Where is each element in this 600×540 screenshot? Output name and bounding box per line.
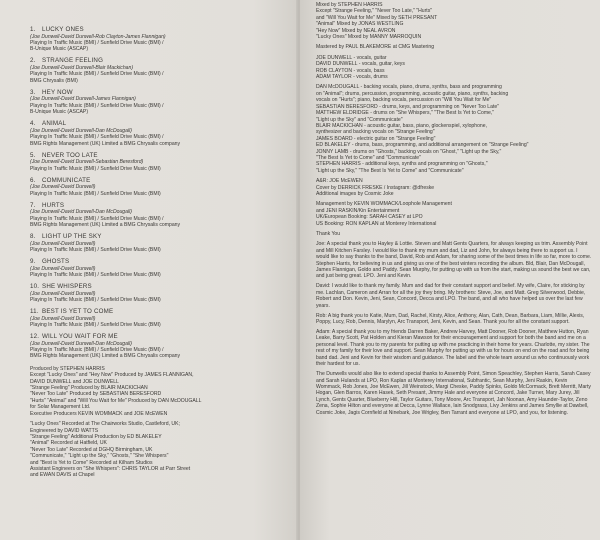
recording-credits [30,421,288,479]
track-writers: (Joe Dunwell-David Dunwell-Dan McDougall) [30,209,132,216]
right-page [300,0,600,540]
track-title [30,120,288,128]
track-entry [30,152,288,172]
track-writers: (Joe Dunwell-David Dunwell) [30,315,96,322]
credit-line: DAVID DUNWELL - vocals, guitar, keys [316,61,405,68]
track-number: 10. [30,283,40,291]
credit-line: A&R: JOE McEWEN [316,178,363,185]
track-title [30,233,288,241]
track-publishing: B-Unique Music (ASCAP) [30,109,89,116]
track-title [30,258,288,266]
track-title [30,202,288,210]
track-entry [30,258,288,278]
track-publishing: Playing In Traffic Music (BMI) / Sunfield Drive Music (BMI) [30,190,161,197]
track-entry [30,233,288,253]
track-entry [30,333,288,360]
credit-line: "Strange Feeling" Produced by BLAIR MACKICHAN [30,385,148,392]
track-publishing: BMG Rights Management (UK) Limited a BMG Chrysalis company [30,222,181,229]
track-publishing: Playing In Traffic Music (BMI) / Sunfield Drive Music (BMI) / [30,134,164,141]
track-publishing: Playing In Traffic Music (BMI) / Sunfield Drive Music (BMI) / [30,102,164,109]
credits-column [316,2,592,420]
mastering-credit: Mastered by PAUL BLAKEMORE at CMG Mastering [316,44,435,51]
track-publishing: Playing In Traffic Music (BMI) / Sunfield Drive Music (BMI) [30,272,161,279]
credit-line: Except "Strange Feeling," "Never Too Late," "Hurts" [316,8,433,15]
credit-line: Mixed by STEPHEN HARRIS [316,2,383,8]
credit-line: ADAM TAYLOR - vocals, drums [316,74,388,81]
credit-line: and "Will You Wait for Me" Mixed by SETH PRESANT [316,14,438,21]
track-writers: (Joe Dunwell-David Dunwell) [30,290,96,297]
credit-line: "Communicate," "Light up the Sky," "Ghosts," "She Whispers" [30,453,169,460]
track-name: ANIMAL [42,120,67,128]
track-publishing: Playing In Traffic Music (BMI) / Sunfield Drive Music (BMI) [30,297,161,304]
credit-line: "Hey Now" Mixed by NEAL AVRON [316,27,396,34]
track-number: 2. [30,57,36,65]
credit-line: DAN McDOUGALL - backing vocals, piano, drums, synths, bass and programming [316,84,502,91]
track-number: 5. [30,151,36,159]
credit-line: Management by KEVIN WOMMACK/Loophole Management [316,201,452,208]
credit-line: "Animal" Mixed by JONAS WESTLING [316,21,404,28]
credit-line: "Hurts" "Animal" and "Will You Wait for Me" Produced by DAN McDOUGALL [30,397,202,404]
track-number: 11. [30,308,39,316]
track-writers: (Joe Dunwell-David Dunwell-Dan McDougall) [30,340,132,347]
credit-line: "Lucky Ones" Recorded at The Chairworks Studio, Castleford, UK; [30,421,180,428]
credit-line: SEBASTIAN BERESFORD - drums, keys, and programming on "Never Too Late" [316,103,500,110]
track-name: SHE WHISPERS [42,283,92,291]
thanks-paragraph: The Dunwells would also like to extend special thanks to Assembly Point, Simon Speachley, Stephen Harris, Sarah Casey and Sarah Hulands at LPO, Ron Kaplan at Monterey International, Subfrantic, Sean Murphy, Jeni Raskin, Kevin Wommack, Rob Jones, Joe McEwen, Jill Weinstock, Margi Cheske, Paddy Spinks, Goldo McCormack, Brett Merritt, Marty Hogan, Glen Barros, Karen Hasek, Seth Presant, Jimmy Hale and everyone at Concord, Jake Turner, Mary Jurey, Jill Lynch, Gents Quarter, Blueberry Hill, Taylor Guitars, Tony Moore, Arc Transport, Jah Noonan, Amy Haunder-Taylor, Zeno Zena, Sophie Hilton and everyone at Decca, Lynne Wallace, Iain Snodgrass, Livy Jenkins and James Smyllie at Dawbell, Cosmic Joke, Jagis Cornfield at Ninebark, Joe Wrigley, Ben Tarrant and everyone at LPO, and you, for listening. [316,371,591,416]
track-title [30,26,288,34]
track-number: 12. [30,333,40,341]
track-number: 1. [30,26,36,33]
credit-line: for Solar Management Ltd. [30,404,91,411]
credit-line: synthesizer and backing vocals on "Strange Feeling" [316,129,435,136]
track-entry [30,26,288,53]
track-title [30,177,288,185]
mixing-credits [316,2,592,40]
track-number: 3. [30,88,36,96]
track-writers: (Joe Dunwell-David Dunwell) [30,265,96,272]
track-publishing: Playing In Traffic Music (BMI) / Sunfield Drive Music (BMI) / [30,71,164,78]
track-number: 9. [30,258,36,266]
credit-line: US Booking: RON KAPLAN at Monterey International [316,220,437,227]
track-publishing: Playing In Traffic Music (BMI) / Sunfield Drive Music (BMI) [30,247,161,254]
credit-line: BLAIR MACKICHAN - acoustic guitar, bass, piano, glockenspiel, xylophone, [316,122,488,129]
track-publishing: Playing In Traffic Music (BMI) / Sunfield Drive Music (BMI) / [30,347,164,354]
track-entry [30,89,288,116]
left-page [0,0,298,540]
credit-line: DAVID DUNWELL and JOE DUNWELL [30,378,119,385]
track-title [30,152,288,160]
credit-line: Engineered by DAVID WATTS [30,427,99,434]
additional-musicians [316,84,592,174]
track-publishing: Playing In Traffic Music (BMI) / Sunfield Drive Music (BMI) [30,165,161,172]
track-name: HURTS [42,201,65,209]
credit-line: Executive Producers KEVIN WOMMACK and JOE McEWEN [30,410,168,417]
track-name: GHOSTS [42,258,70,266]
track-number: 8. [30,233,36,241]
thanks-paragraph: David: I would like to thank my family. Mum and dad for their constant support and belief. My wife, Claire, for sticking by me. Lachlan, Cameron and Arran for all the joy they bring. My brothers: Steve, Joe, and Matt. Greg Silverwood, Debbie, Robert and Don. Kevin, Jeni, Sean, Concord, Decca and LPO. The band, and all who have helped us over the last few years. [316,283,586,309]
credit-line: Produced by STEPHEN HARRIS [30,365,105,372]
credit-line: Additional images by Cosmic Joke [316,190,394,197]
track-name: BEST IS YET TO COME [42,308,114,316]
track-publishing: Playing In Traffic Music (BMI) / Sunfield Drive Music (BMI) [30,322,161,329]
band-members [316,55,592,81]
track-name: COMMUNICATE [42,176,91,184]
track-writers: (Joe Dunwell-David Dunwell-James Flannigan) [30,96,136,103]
credit-line: ED BLAKELEY - drums, bass, programming, and additional arrangement on "Strange Feeling" [316,142,529,149]
credit-line: "Light up the Sky" and "Communicate" [316,116,403,123]
track-name: WILL YOU WAIT FOR ME [42,333,118,341]
thanks-paragraph: Adam: A special thank you to my friends Darren Baker, Andrew Harvey, Matt Dooner, Rob Dooner, Matthew Hutton, Ryan Leake, Barry Scott, Pat Holden and Kieran Mawson for their encouragement and support for both the band and me on a personal level. Thank you to my parents for putting up with me practicing in their home for years. Charlotte, my sister. The rest of my family for their love and support. Sean Murphy for putting up with us for hours on end on the road and for being band dad. Jeni and Kevin for their wisdom and guidance. The label and the whole team around us who continuously work their hardest for us. [316,329,590,368]
track-title [30,57,288,65]
credit-line: UK/European Booking: SARAH CASEY at LPO [316,214,423,221]
track-name: HEY NOW [42,88,73,96]
credit-line: MATTHEW ELDRIDGE - drums on "She Whispers," "The Best Is Yet to Come," [316,110,495,117]
credit-line: "The Best Is Yet to Come" and "Communicate" [316,154,421,161]
track-list [30,26,288,483]
track-name: NEVER TOO LATE [42,151,98,159]
thank-you-notes [316,241,592,416]
credit-line: JAMES BOARD - electric guitar on "Strange Feeling" [316,135,436,142]
credit-line: Cover by DERRICK FRESKE / Instagram: @dfreske [316,184,435,191]
credit-line: "Strange Feeling" Additional Production by ED BLAKELEY [30,433,162,440]
track-entry [30,202,288,229]
credit-line: vocals on "Hurts"; piano, backing vocals, percussion on "Will You Wait for Me" [316,97,492,104]
track-title [30,333,288,341]
credit-line: STEPHEN HARRIS - additional keys, synths and programming on "Ghosts," [316,161,488,168]
track-name: LUCKY ONES [42,26,84,33]
ar-design-credits [316,178,592,197]
track-number: 6. [30,176,36,184]
track-publishing: B-Unique Music (ASCAP) [30,46,89,53]
track-number: 7. [30,201,36,209]
credit-line: Assistant Engineers on "She Whispers": CHRIS TAYLOR at Parr Street [30,465,191,472]
thanks-heading: Thank You [316,231,341,237]
track-writers: (Joe Dunwell-David Dunwell-Rob Clayton-James Flannigan) [30,33,166,40]
credit-line: JONNY LAMB - drums on "Ghosts," backing vocals on "Ghost," "Light up the Sky," [316,148,502,155]
track-entry [30,283,288,303]
track-title [30,89,288,97]
thanks-paragraph: Rob: A big thank you to Katie, Mum, Dad, Rachel, Kirsty, Alice, Anthony, Alan, Cath, Dean, Barbara, Liam, Millie, Alexis, Poppy, Lucy, Rob, Dennis, Marylyn, Arc Transport, Jeni, Kevin, and Sean. Thank you for all the constant support. [316,312,585,326]
track-entry [30,308,288,328]
credit-line: on "Animal"; drums, percussion, programming, acoustic guitar, piano, synths, backing [316,90,509,97]
track-publishing: BMG Rights Management (UK) Limited a BMG Chrysalis company [30,353,181,360]
track-writers: (Joe Dunwell-David Dunwell-Sebastian Beresford) [30,159,144,166]
track-number: 4. [30,120,36,128]
track-name: LIGHT UP THE SKY [42,233,102,241]
thanks-paragraph: Joe: A special thank you to Hayley & Lottie. Steven and Matt Gents Quarters, for always keeping us trim. Assembly Point and Mill Kitchen Farsley. I would like to thank my mum and dad, Liz and John, for always being there to support us. I would like to say thanks to the band, David, Rob and Adam, for sharing some of the best times in life so far, more to come. Stephen Harris, for believing in us and giving us one of the best winters recording the album. Bld, Blair, Dan McDougall, James Flannigan, Goldo and Paddy. Sean Murphy, for putting up with us from the start, making us sound the best we can, and just being great. LPO. Jeni and Kevin. [316,241,592,280]
track-publishing: BMG Chrysalis (BMI) [30,77,78,84]
track-entry [30,120,288,147]
credit-line: and "Best is Yet to Come" Recorded at Kilham Studios [30,459,153,466]
credit-line: ROB CLAYTON - vocals, bass [316,67,385,74]
credit-line: "Light up the Sky," "The Best Is Yet to Come" and "Communicate" [316,167,464,174]
track-name: STRANGE FEELING [42,57,104,65]
credit-line: and JENI RASKIN/Kin Entertainment [316,207,400,214]
credit-line: and EWAN DAVIS at Chapel [30,472,95,479]
track-title [30,283,288,291]
credit-line: "Never Too Late" Recorded at DGHQ Birmingham, UK [30,446,153,453]
credit-line: "Lucky Ones" Mixed by MANNY MARROQUIN [316,34,422,41]
credit-line: "Never Too Late" Produced by SEBASTIAN BERESFORD [30,391,162,398]
track-writers: (Joe Dunwell-David Dunwell) [30,240,96,247]
track-writers: (Joe Dunwell-David Dunwell-Blair Mackichan) [30,65,134,71]
track-writers: (Joe Dunwell-David Dunwell) [30,184,96,191]
track-entry [30,57,288,84]
credit-line: JOE DUNWELL - vocals, guitar [316,54,387,61]
credit-line: Except "Lucky Ones" and "Hey Now" Produced by JAMES FLANNIGAN, [30,372,194,379]
track-publishing: Playing In Traffic Music (BMI) / Sunfield Drive Music (BMI) / [30,215,164,222]
credit-line: "Animal" Recorded at Hatfield, UK [30,440,107,447]
track-publishing: BMG Rights Management (UK) Limited a BMG Chrysalis company [30,140,181,147]
track-title [30,308,288,316]
track-entry [30,177,288,197]
track-writers: (Joe Dunwell-David Dunwell-Dan McDougall) [30,127,132,134]
track-publishing: Playing In Traffic Music (BMI) / Sunfield Drive Music (BMI) / [30,40,164,46]
production-credits [30,366,288,417]
management-booking [316,201,592,227]
